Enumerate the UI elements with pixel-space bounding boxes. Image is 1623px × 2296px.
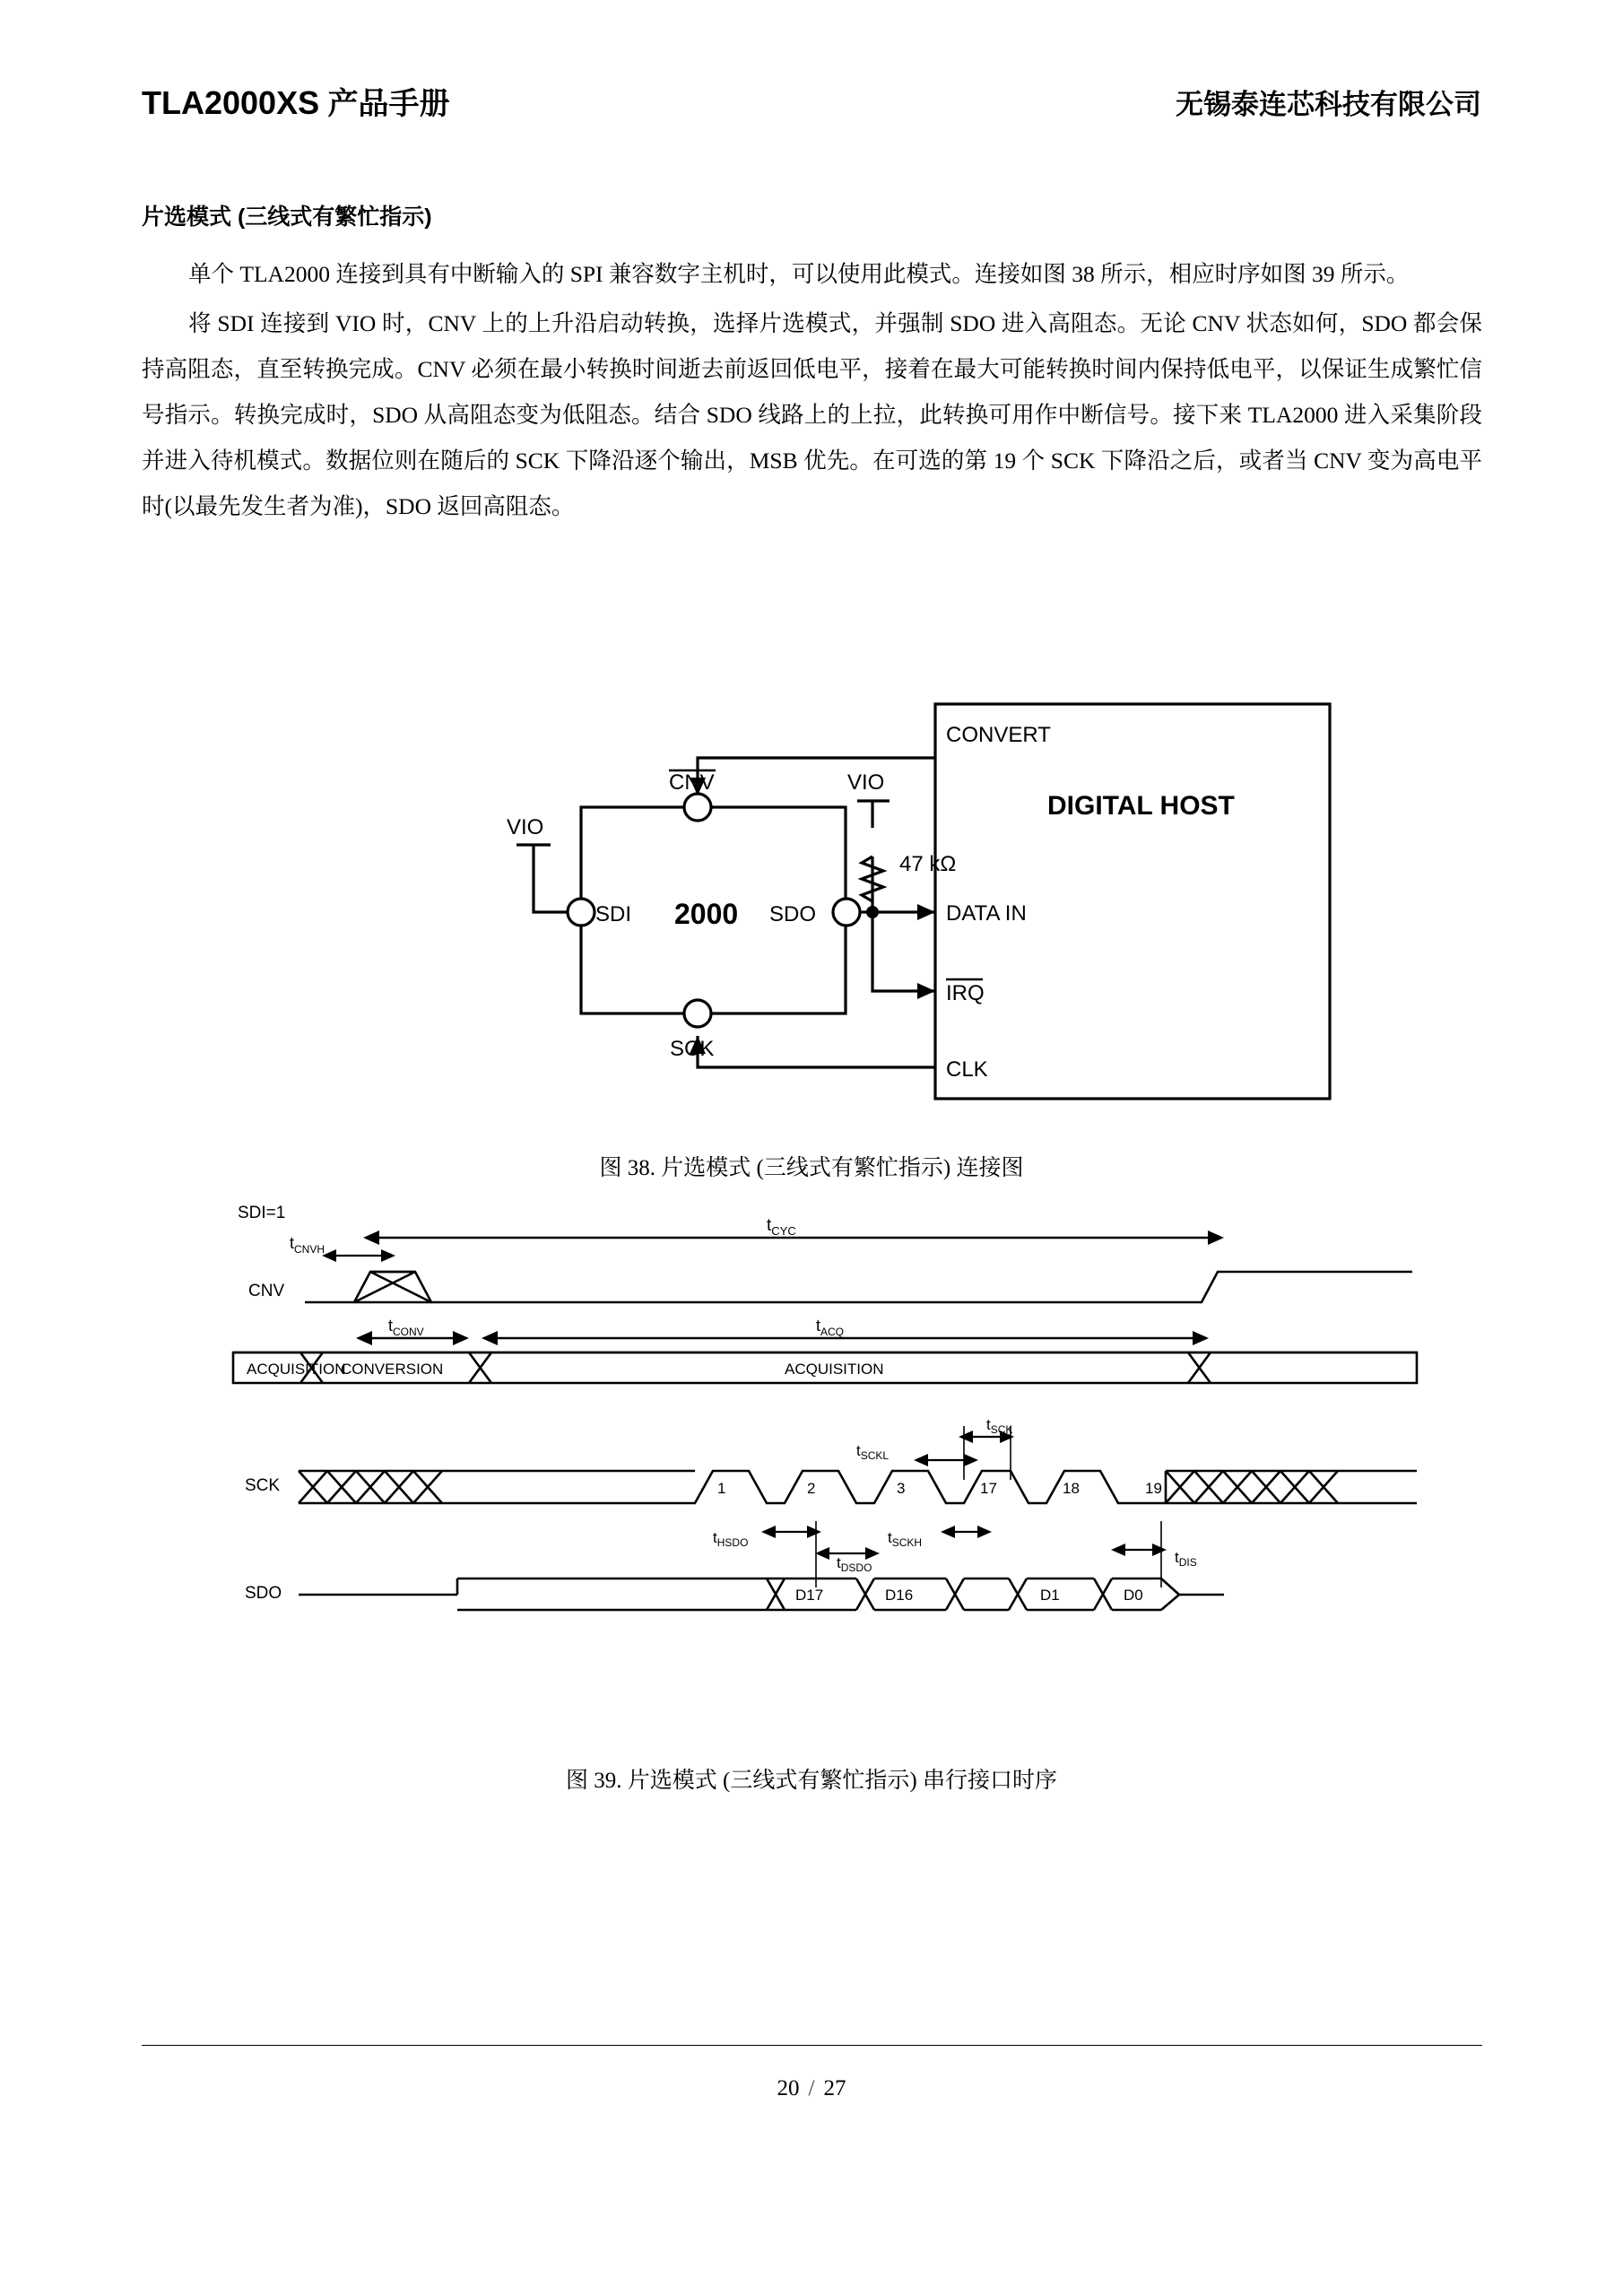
sck-number-17: 17: [980, 1480, 997, 1497]
label-tsckl: $t_{SCKL}$: [856, 1442, 890, 1462]
label-vio-pullup: VIO: [847, 770, 885, 795]
sdo-bit-d17: D17: [795, 1587, 824, 1604]
sck-number-2: 2: [807, 1480, 816, 1497]
footer-page-number: 20: [777, 2076, 800, 2100]
figure-38-caption: 图 38. 片选模式 (三线式有繁忙指示) 连接图: [599, 1156, 1024, 1180]
label-acquisition-2: ACQUISITION: [785, 1361, 884, 1378]
label-tacq: $t_{ACQ}$: [816, 1317, 845, 1338]
label-sck: SCK: [670, 1037, 715, 1061]
paragraph-2: 将 SDI 连接到 VIO 时，CNV 上的上升沿启动转换，选择片选模式，并强制 SDO 进入高阻态。无论 CNV 状态如何，SDO 都会保持高阻态，直至转换完成。CNV 必须在最小转换时间逝去前返回低电平，接着在最大可能转换时间内保持低电平，以保证生成繁忙信号指示。转换完成时，SDO 从高阻态变为低阻态。结合 SDO 线路上的上拉，此转换可用作中断信号。接下来 TLA2000 进入采集阶段并进入待机模式。数据位则在随后的 SCK 下降沿逐个输出，MSB 优先。在可选的第 19 个 SCK 下降沿之后，或者当 CNV 变为高电平时(以最先发生者为准)，SDO 返回高阻态。: [142, 310, 1482, 519]
label-vio-left: VIO: [507, 815, 544, 839]
page-header: [142, 79, 1481, 123]
label-tcyc: $t_{CYC}$: [767, 1216, 796, 1238]
header-doc-type: 产品手册: [319, 87, 450, 121]
header-company: 无锡泰连芯科技有限公司: [1176, 89, 1481, 120]
sck-number-1: 1: [717, 1480, 726, 1497]
label-tcnvh: $t_{CNVH}$: [290, 1234, 325, 1256]
label-tdsdo: $t_{DSDO}$: [837, 1554, 872, 1574]
label-acquisition-1: ACQUISITION: [247, 1361, 346, 1378]
label-tsckh: $t_{SCKH}$: [888, 1529, 923, 1549]
header-model: TLA2000XS: [142, 84, 320, 121]
label-cnv-signal: CNV: [248, 1282, 285, 1300]
label-thsdo: $t_{HSDO}$: [713, 1529, 749, 1549]
label-tdis: $t_{DIS}$: [1175, 1549, 1197, 1569]
sdo-bit-d16: D16: [885, 1587, 914, 1604]
label-tconv: $t_{CONV}$: [388, 1317, 424, 1338]
label-sck-signal: SCK: [245, 1476, 281, 1495]
label-clk: CLK: [946, 1057, 988, 1082]
figure-39-timing: [229, 1202, 1421, 1731]
label-digital-host: DIGITAL HOST: [1047, 791, 1235, 821]
header-left: [142, 79, 450, 123]
label-sdo: SDO: [769, 902, 817, 926]
footer-total-pages: 27: [823, 2076, 846, 2100]
label-convert: CONVERT: [946, 723, 1051, 747]
label-resistor: 47 kΩ: [899, 852, 957, 876]
sck-number-18: 18: [1063, 1480, 1080, 1497]
footer-divider: [142, 2045, 1482, 2046]
paragraph-1: 单个 TLA2000 连接到具有中断输入的 SPI 兼容数字主机时，可以使用此模式。连接如图 38 所示，相应时序如图 39 所示。: [188, 261, 1410, 287]
footer-separator: /: [808, 2076, 815, 2100]
page-content: [142, 199, 1482, 533]
sdo-bit-d1: D1: [1040, 1587, 1060, 1604]
sdo-bit-d0: D0: [1124, 1587, 1143, 1604]
label-data-in: DATA IN: [946, 901, 1027, 926]
label-irq: IRQ: [946, 981, 985, 1005]
label-sdi-signal: SDI=1: [238, 1204, 286, 1222]
figure-38-diagram: [142, 695, 1482, 1161]
label-tsck: $t_{SCK}$: [986, 1416, 1013, 1436]
section-title: 片选模式 (三线式有繁忙指示): [142, 204, 432, 230]
label-sdo-signal: SDO: [245, 1584, 282, 1603]
label-conversion: CONVERSION: [341, 1361, 444, 1378]
sck-number-3: 3: [897, 1480, 906, 1497]
label-cnv: CNV: [669, 770, 715, 795]
page-footer: [0, 2076, 1623, 2101]
figure-39-caption: 图 39. 片选模式 (三线式有繁忙指示) 串行接口时序: [566, 1769, 1057, 1793]
label-sdi: SDI: [595, 902, 632, 926]
label-chip-2000: 2000: [674, 898, 739, 930]
sck-number-19: 19: [1145, 1480, 1162, 1497]
